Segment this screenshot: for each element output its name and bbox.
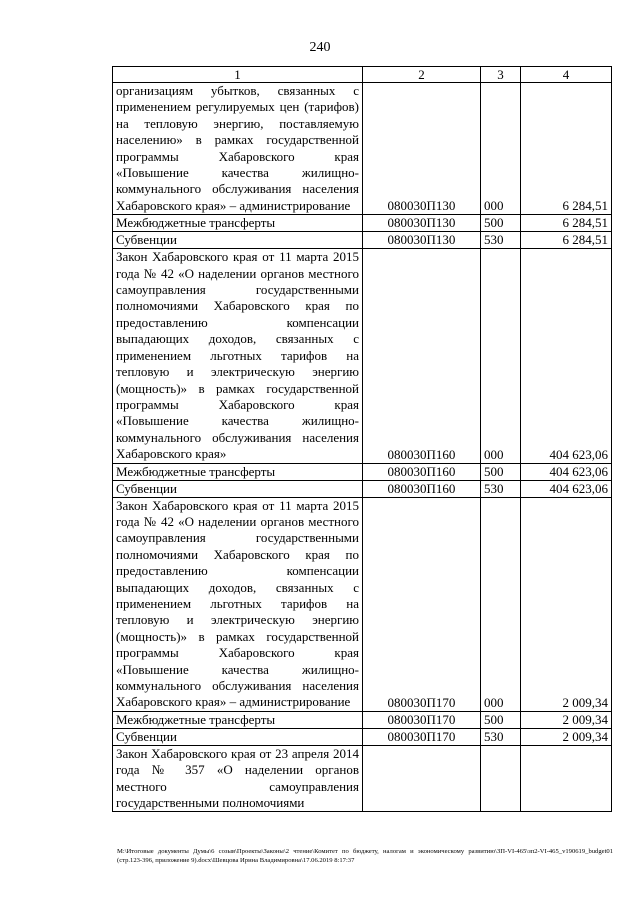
row-description: Субвенции bbox=[113, 728, 363, 745]
table-row bbox=[113, 711, 612, 728]
row-amount: 2 009,34 bbox=[521, 497, 612, 711]
row-amount: 6 284,51 bbox=[521, 232, 612, 249]
column-header-4: 4 bbox=[521, 67, 612, 83]
row-expense-type: 000 bbox=[481, 249, 521, 463]
table-row bbox=[113, 480, 612, 497]
table-row bbox=[113, 745, 612, 812]
row-description: Межбюджетные трансферты bbox=[113, 215, 363, 232]
row-description: Субвенции bbox=[113, 232, 363, 249]
row-description: организациям убытков, связанных с применением регулируемых цен (тарифов) на тепловую энергию, поставляемую населению» в рамках государственной программы Хабаровского края «Повышение качества жилищно-коммунального обслуживания населения Хабаровского края» – администрирование bbox=[113, 83, 363, 215]
row-description: Закон Хабаровского края от 23 апреля 2014 года № 357 «О наделении органов местного самоуправления государственными полномочиями bbox=[113, 745, 363, 812]
row-expense-type: 530 bbox=[481, 232, 521, 249]
row-amount: 6 284,51 bbox=[521, 83, 612, 215]
row-target-code: 080030П170 bbox=[363, 497, 481, 711]
row-target-code: 080030П160 bbox=[363, 249, 481, 463]
row-amount: 404 623,06 bbox=[521, 249, 612, 463]
row-target-code: 080030П130 bbox=[363, 215, 481, 232]
row-expense-type: 500 bbox=[481, 215, 521, 232]
row-target-code: 080030П170 bbox=[363, 728, 481, 745]
row-description: Закон Хабаровского края от 11 марта 2015 года № 42 «О наделении органов местного самоуправления государственными полномочиями Хабаровского края по предоставлению компенсации выпадающих доходов, связанных с применением льготных тарифов на тепловую и электрическую энергию (мощность)» в рамках государственной программы Хабаровского края «Повышение качества жилищно-коммунального обслуживания населения Хабаровского края» bbox=[113, 249, 363, 463]
row-description: Субвенции bbox=[113, 480, 363, 497]
row-description: Межбюджетные трансферты bbox=[113, 711, 363, 728]
table-row bbox=[113, 215, 612, 232]
row-target-code: 080030П130 bbox=[363, 232, 481, 249]
table-row bbox=[113, 728, 612, 745]
row-expense-type: 000 bbox=[481, 497, 521, 711]
table-row bbox=[113, 463, 612, 480]
row-target-code: 080030П160 bbox=[363, 463, 481, 480]
row-target-code bbox=[363, 745, 481, 812]
table-row bbox=[113, 249, 612, 463]
row-amount: 6 284,51 bbox=[521, 215, 612, 232]
row-expense-type bbox=[481, 745, 521, 812]
row-expense-type: 530 bbox=[481, 728, 521, 745]
row-amount: 2 009,34 bbox=[521, 711, 612, 728]
row-expense-type: 500 bbox=[481, 463, 521, 480]
row-amount: 2 009,34 bbox=[521, 728, 612, 745]
row-target-code: 080030П130 bbox=[363, 83, 481, 215]
row-amount: 404 623,06 bbox=[521, 463, 612, 480]
row-target-code: 080030П170 bbox=[363, 711, 481, 728]
column-header-2: 2 bbox=[363, 67, 481, 83]
document-footer-path: M:\Итоговые документы Думы\6 созыв\Проекты\Законы\2 чтение\Комитет по бюджету, налогам и экономическому развитию\ЗП-VI-465\зп2-VI-465_v190619_budget01 (стр.123-396, приложение 9).docx\Шевцова Ирина Владимировна\17.06.2019 8:17:37 bbox=[117, 848, 613, 864]
row-description: Закон Хабаровского края от 11 марта 2015 года № 42 «О наделении органов местного самоуправления государственными полномочиями Хабаровского края по предоставлению компенсации выпадающих доходов, связанных с применением льготных тарифов на тепловую и электрическую энергию (мощность)» в рамках государственной программы Хабаровского края «Повышение качества жилищно-коммунального обслуживания населения Хабаровского края» – администрирование bbox=[113, 497, 363, 711]
row-target-code: 080030П160 bbox=[363, 480, 481, 497]
table-row bbox=[113, 83, 612, 215]
column-header-3: 3 bbox=[481, 67, 521, 83]
row-amount bbox=[521, 745, 612, 812]
table-header-row bbox=[113, 67, 612, 83]
row-expense-type: 000 bbox=[481, 83, 521, 215]
column-header-1: 1 bbox=[113, 67, 363, 83]
table-row bbox=[113, 497, 612, 711]
row-expense-type: 500 bbox=[481, 711, 521, 728]
row-amount: 404 623,06 bbox=[521, 480, 612, 497]
row-description: Межбюджетные трансферты bbox=[113, 463, 363, 480]
table-row bbox=[113, 232, 612, 249]
row-expense-type: 530 bbox=[481, 480, 521, 497]
budget-table bbox=[112, 66, 612, 812]
page-number: 240 bbox=[309, 40, 331, 55]
